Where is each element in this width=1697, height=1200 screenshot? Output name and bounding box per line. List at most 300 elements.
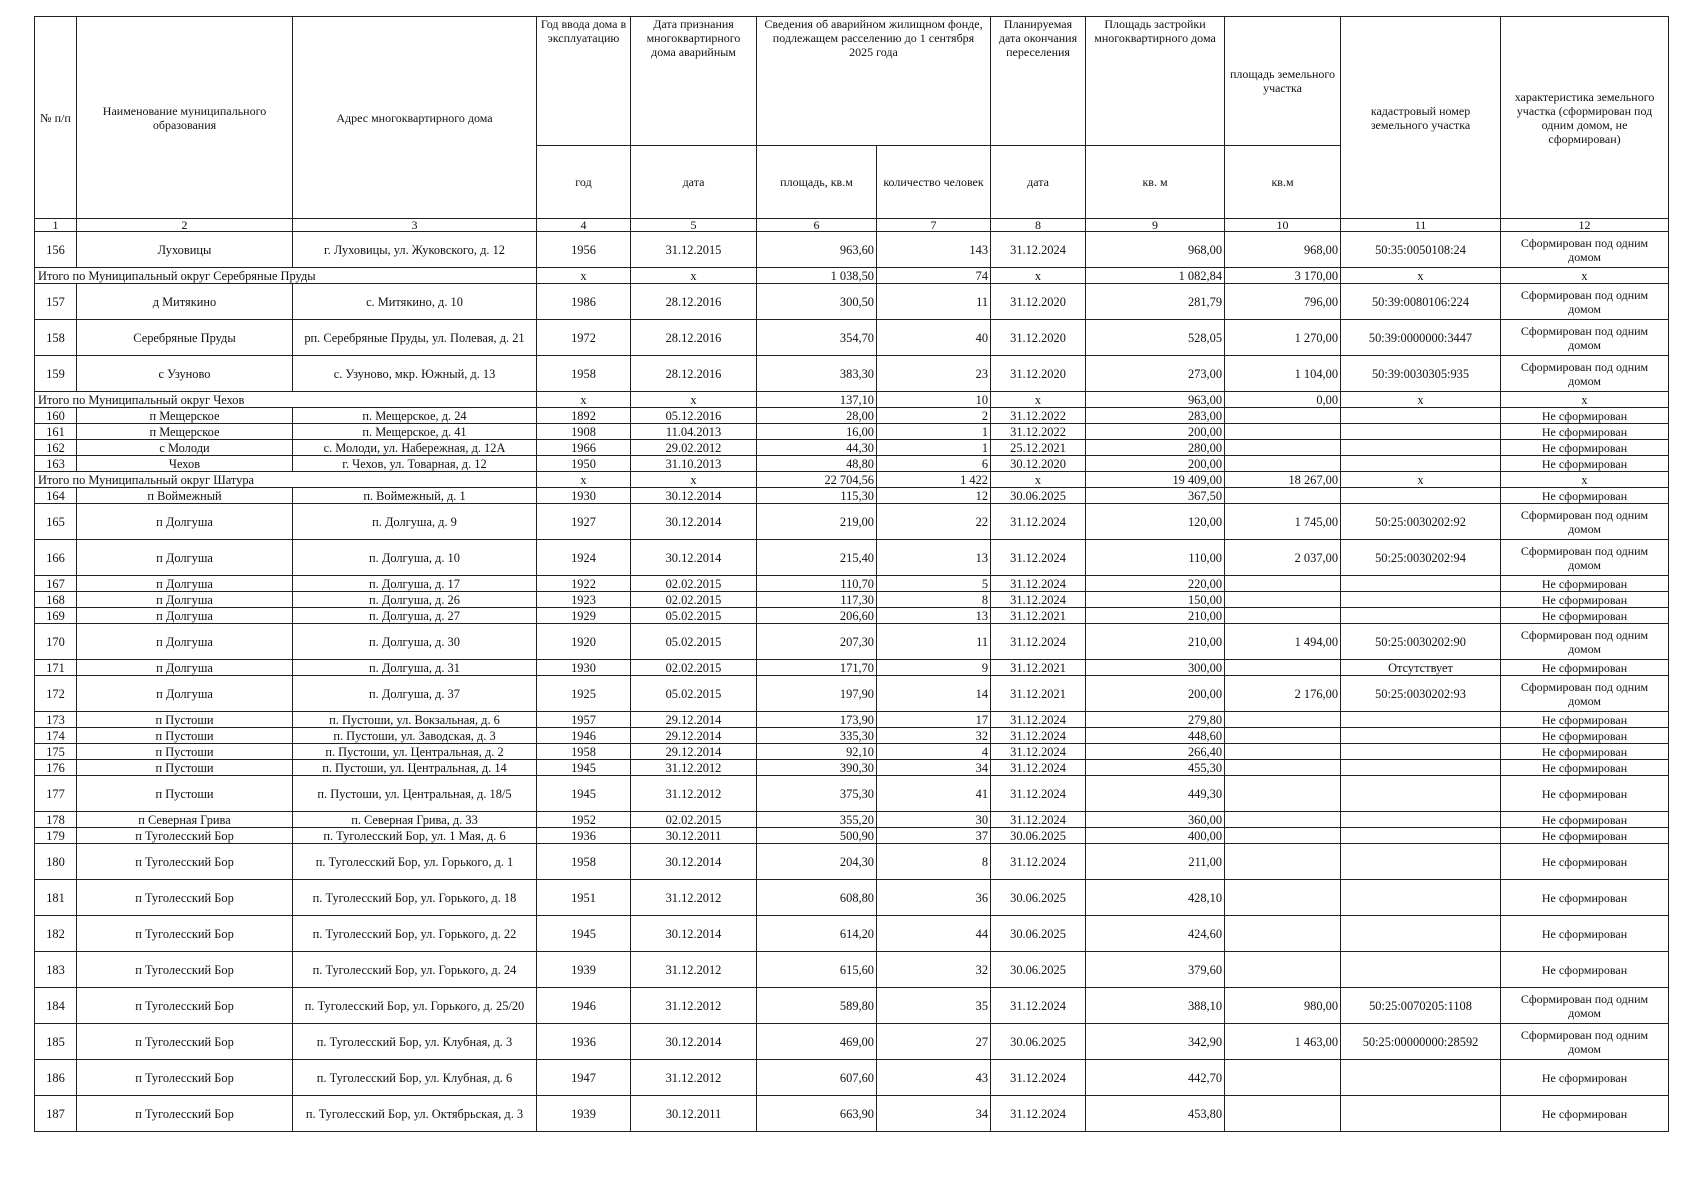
year-cell: 1936 (537, 828, 631, 844)
people-cell: 37 (877, 828, 991, 844)
address-cell: г. Луховицы, ул. Жуковского, д. 12 (293, 232, 537, 268)
land-char-cell: Не сформирован (1501, 844, 1669, 880)
table-row (35, 232, 1669, 268)
building-area-cell: 342,90 (1086, 1024, 1225, 1060)
land-area-cell: 18 267,00 (1225, 472, 1341, 488)
cadastral-cell: 50:25:0070205:1108 (1341, 988, 1501, 1024)
area-cell: 219,00 (757, 504, 877, 540)
cadastral-cell: 50:39:0080106:224 (1341, 284, 1501, 320)
date-cell: 29.12.2014 (631, 728, 757, 744)
cadastral-cell (1341, 1096, 1501, 1132)
row-number: 177 (35, 776, 77, 812)
header-land-char: характеристика земельного участка (сформирован под одним домом, не сформирован) (1501, 17, 1669, 219)
land-area-cell (1225, 744, 1341, 760)
people-cell: 4 (877, 744, 991, 760)
cadastral-cell (1341, 728, 1501, 744)
municipality-cell: с Узуново (77, 356, 293, 392)
row-number: 163 (35, 456, 77, 472)
people-cell: 27 (877, 1024, 991, 1060)
end-date-cell: x (991, 392, 1086, 408)
end-date-cell: 31.12.2024 (991, 744, 1086, 760)
date-cell: 30.12.2011 (631, 828, 757, 844)
year-cell: 1958 (537, 844, 631, 880)
date-cell: 31.12.2012 (631, 952, 757, 988)
building-area-cell: 110,00 (1086, 540, 1225, 576)
table-row (35, 988, 1669, 1024)
row-number: 185 (35, 1024, 77, 1060)
cadastral-cell: x (1341, 268, 1501, 284)
table-row (35, 1096, 1669, 1132)
land-char-cell: Не сформирован (1501, 760, 1669, 776)
building-area-cell: 442,70 (1086, 1060, 1225, 1096)
end-date-cell: 30.06.2025 (991, 488, 1086, 504)
end-date-cell: 31.12.2024 (991, 812, 1086, 828)
municipality-cell: п Долгуша (77, 608, 293, 624)
building-area-cell: 455,30 (1086, 760, 1225, 776)
end-date-cell: 31.12.2024 (991, 712, 1086, 728)
municipality-cell: п Пустоши (77, 776, 293, 812)
area-cell: 663,90 (757, 1096, 877, 1132)
table-row (35, 456, 1669, 472)
year-cell: 1930 (537, 660, 631, 676)
cadastral-cell (1341, 576, 1501, 592)
date-cell: 02.02.2015 (631, 660, 757, 676)
people-cell: 6 (877, 456, 991, 472)
land-char-cell: Не сформирован (1501, 592, 1669, 608)
building-area-cell: 280,00 (1086, 440, 1225, 456)
land-char-cell: Не сформирован (1501, 456, 1669, 472)
table-row (35, 540, 1669, 576)
area-cell: 173,90 (757, 712, 877, 728)
year-cell: 1945 (537, 776, 631, 812)
area-cell: 110,70 (757, 576, 877, 592)
people-cell: 34 (877, 760, 991, 776)
address-cell: п. Долгуша, д. 31 (293, 660, 537, 676)
address-cell: п. Туголесский Бор, ул. 1 Мая, д. 6 (293, 828, 537, 844)
land-char-cell: Сформирован под одним домом (1501, 356, 1669, 392)
column-number: 6 (757, 219, 877, 232)
people-cell: 13 (877, 608, 991, 624)
end-date-cell: 31.12.2020 (991, 284, 1086, 320)
address-cell: п. Мещерское, д. 41 (293, 424, 537, 440)
land-area-cell: 2 037,00 (1225, 540, 1341, 576)
cadastral-cell (1341, 828, 1501, 844)
land-char-cell: Не сформирован (1501, 1060, 1669, 1096)
date-cell: 02.02.2015 (631, 592, 757, 608)
land-area-cell (1225, 440, 1341, 456)
building-area-cell: 449,30 (1086, 776, 1225, 812)
end-date-cell: 31.12.2021 (991, 676, 1086, 712)
date-cell: 28.12.2016 (631, 320, 757, 356)
land-area-cell (1225, 828, 1341, 844)
table-row (35, 916, 1669, 952)
table-row (35, 608, 1669, 624)
address-cell: п. Туголесский Бор, ул. Горького, д. 22 (293, 916, 537, 952)
people-cell: 74 (877, 268, 991, 284)
land-char-cell: Сформирован под одним домом (1501, 232, 1669, 268)
area-cell: 48,80 (757, 456, 877, 472)
municipality-cell: п Туголесский Бор (77, 952, 293, 988)
address-cell: п. Северная Грива, д. 33 (293, 812, 537, 828)
people-cell: 10 (877, 392, 991, 408)
land-char-cell: Не сформирован (1501, 488, 1669, 504)
building-area-cell: 367,50 (1086, 488, 1225, 504)
address-cell: п. Туголесский Бор, ул. Клубная, д. 3 (293, 1024, 537, 1060)
year-cell: 1952 (537, 812, 631, 828)
people-cell: 11 (877, 284, 991, 320)
municipality-cell: п Пустоши (77, 760, 293, 776)
area-cell: 607,60 (757, 1060, 877, 1096)
row-number: 175 (35, 744, 77, 760)
end-date-cell: 31.12.2024 (991, 624, 1086, 660)
year-cell: x (537, 268, 631, 284)
cadastral-cell (1341, 1060, 1501, 1096)
municipality-cell: п Туголесский Бор (77, 880, 293, 916)
area-cell: 390,30 (757, 760, 877, 776)
area-cell: 16,00 (757, 424, 877, 440)
row-number: 157 (35, 284, 77, 320)
date-cell: x (631, 268, 757, 284)
address-cell: с. Митякино, д. 10 (293, 284, 537, 320)
land-area-cell (1225, 576, 1341, 592)
date-cell: 05.02.2015 (631, 608, 757, 624)
people-cell: 36 (877, 880, 991, 916)
year-cell: 1946 (537, 988, 631, 1024)
cadastral-cell (1341, 744, 1501, 760)
land-area-cell (1225, 812, 1341, 828)
municipality-cell: п Долгуша (77, 624, 293, 660)
date-cell: 30.12.2014 (631, 488, 757, 504)
year-cell: 1945 (537, 916, 631, 952)
land-char-cell: x (1501, 268, 1669, 284)
year-cell: 1950 (537, 456, 631, 472)
year-cell: 1930 (537, 488, 631, 504)
area-cell: 383,30 (757, 356, 877, 392)
header-date-emergency: Дата признания многоквартирного дома аварийным (631, 17, 757, 146)
end-date-cell: 31.12.2024 (991, 232, 1086, 268)
area-cell: 137,10 (757, 392, 877, 408)
area-cell: 92,10 (757, 744, 877, 760)
municipality-cell: п Долгуша (77, 504, 293, 540)
header-year-built: Год ввода дома в эксплуатацию (537, 17, 631, 146)
address-cell: п. Туголесский Бор, ул. Горького, д. 25/20 (293, 988, 537, 1024)
building-area-cell: 279,80 (1086, 712, 1225, 728)
cadastral-cell (1341, 952, 1501, 988)
header-municipality: Наименование муниципального образования (77, 17, 293, 219)
land-char-cell: Сформирован под одним домом (1501, 504, 1669, 540)
row-number: 176 (35, 760, 77, 776)
address-cell: п. Воймежный, д. 1 (293, 488, 537, 504)
address-cell: п. Пустоши, ул. Центральная, д. 2 (293, 744, 537, 760)
building-area-cell: 1 082,84 (1086, 268, 1225, 284)
building-area-cell: 210,00 (1086, 624, 1225, 660)
header-land-area: площадь земельного участка (1225, 17, 1341, 146)
land-char-cell: Не сформирован (1501, 812, 1669, 828)
cadastral-cell (1341, 424, 1501, 440)
header-cadastral: кадастровый номер земельного участка (1341, 17, 1501, 219)
row-number: 167 (35, 576, 77, 592)
area-cell: 355,20 (757, 812, 877, 828)
address-cell: с. Молоди, ул. Набережная, д. 12А (293, 440, 537, 456)
cadastral-cell (1341, 712, 1501, 728)
people-cell: 23 (877, 356, 991, 392)
year-cell: 1972 (537, 320, 631, 356)
end-date-cell: x (991, 472, 1086, 488)
year-cell: 1939 (537, 1096, 631, 1132)
total-label: Итого по Муниципальный округ Серебряные Пруды (35, 268, 537, 284)
land-char-cell: Не сформирован (1501, 828, 1669, 844)
municipality-cell: п Туголесский Бор (77, 1096, 293, 1132)
building-area-cell: 428,10 (1086, 880, 1225, 916)
date-cell: 02.02.2015 (631, 812, 757, 828)
land-char-cell: Сформирован под одним домом (1501, 540, 1669, 576)
table-row (35, 760, 1669, 776)
table-body (35, 232, 1669, 1132)
area-cell: 354,70 (757, 320, 877, 356)
cadastral-cell (1341, 760, 1501, 776)
row-number: 168 (35, 592, 77, 608)
land-area-cell: 3 170,00 (1225, 268, 1341, 284)
area-cell: 28,00 (757, 408, 877, 424)
row-number: 160 (35, 408, 77, 424)
area-cell: 204,30 (757, 844, 877, 880)
end-date-cell: 30.06.2025 (991, 916, 1086, 952)
municipality-cell: Луховицы (77, 232, 293, 268)
table-row (35, 880, 1669, 916)
table-row (35, 952, 1669, 988)
address-cell: п. Туголесский Бор, ул. Горького, д. 18 (293, 880, 537, 916)
date-cell: 31.12.2012 (631, 880, 757, 916)
building-area-cell: 281,79 (1086, 284, 1225, 320)
land-char-cell: Не сформирован (1501, 776, 1669, 812)
header-fund-info: Сведения об аварийном жилищном фонде, подлежащем расселению до 1 сентября 2025 года (757, 17, 991, 146)
column-number: 5 (631, 219, 757, 232)
land-area-cell (1225, 916, 1341, 952)
table-row (35, 676, 1669, 712)
year-cell: 1945 (537, 760, 631, 776)
subheader-building-kvm: кв. м (1086, 146, 1225, 219)
land-area-cell: 980,00 (1225, 988, 1341, 1024)
end-date-cell: 31.12.2024 (991, 988, 1086, 1024)
people-cell: 40 (877, 320, 991, 356)
address-cell: п. Долгуша, д. 10 (293, 540, 537, 576)
area-cell: 300,50 (757, 284, 877, 320)
land-area-cell: 1 270,00 (1225, 320, 1341, 356)
cadastral-cell: Отсутствует (1341, 660, 1501, 676)
row-number: 158 (35, 320, 77, 356)
header-planned-end: Планируемая дата окончания переселения (991, 17, 1086, 146)
column-number: 3 (293, 219, 537, 232)
area-cell: 469,00 (757, 1024, 877, 1060)
address-cell: п. Долгуша, д. 30 (293, 624, 537, 660)
cadastral-cell: x (1341, 472, 1501, 488)
end-date-cell: 31.12.2020 (991, 320, 1086, 356)
municipality-cell: п Северная Грива (77, 812, 293, 828)
land-area-cell (1225, 408, 1341, 424)
cadastral-cell: 50:25:0030202:90 (1341, 624, 1501, 660)
date-cell: 31.12.2012 (631, 1060, 757, 1096)
row-number: 186 (35, 1060, 77, 1096)
total-row (35, 472, 1669, 488)
land-char-cell: x (1501, 392, 1669, 408)
table-row (35, 1024, 1669, 1060)
cadastral-cell (1341, 488, 1501, 504)
row-number: 182 (35, 916, 77, 952)
year-cell: 1958 (537, 356, 631, 392)
row-number: 172 (35, 676, 77, 712)
municipality-cell: п Туголесский Бор (77, 1024, 293, 1060)
land-char-cell: Не сформирован (1501, 1096, 1669, 1132)
building-area-cell: 120,00 (1086, 504, 1225, 540)
municipality-cell: п Долгуша (77, 676, 293, 712)
people-cell: 1 (877, 440, 991, 456)
municipality-cell: п Туголесский Бор (77, 844, 293, 880)
cadastral-cell: 50:39:0000000:3447 (1341, 320, 1501, 356)
area-cell: 117,30 (757, 592, 877, 608)
end-date-cell: 31.12.2024 (991, 844, 1086, 880)
address-cell: с. Узуново, мкр. Южный, д. 13 (293, 356, 537, 392)
people-cell: 143 (877, 232, 991, 268)
municipality-cell: п Туголесский Бор (77, 988, 293, 1024)
land-char-cell: Не сформирован (1501, 424, 1669, 440)
table-row (35, 488, 1669, 504)
year-cell: 1936 (537, 1024, 631, 1060)
total-row (35, 268, 1669, 284)
cadastral-cell (1341, 916, 1501, 952)
land-area-cell (1225, 456, 1341, 472)
row-number: 174 (35, 728, 77, 744)
address-cell: п. Туголесский Бор, ул. Октябрьская, д. 3 (293, 1096, 537, 1132)
municipality-cell: Чехов (77, 456, 293, 472)
column-number: 4 (537, 219, 631, 232)
end-date-cell: 30.06.2025 (991, 952, 1086, 988)
year-cell: 1924 (537, 540, 631, 576)
date-cell: x (631, 392, 757, 408)
date-cell: 28.12.2016 (631, 356, 757, 392)
year-cell: 1922 (537, 576, 631, 592)
area-cell: 608,80 (757, 880, 877, 916)
date-cell: 29.02.2012 (631, 440, 757, 456)
municipality-cell: д Митякино (77, 284, 293, 320)
municipality-cell: с Молоди (77, 440, 293, 456)
area-cell: 207,30 (757, 624, 877, 660)
year-cell: 1927 (537, 504, 631, 540)
subheader-people: количество человек (877, 146, 991, 219)
address-cell: п. Туголесский Бор, ул. Горького, д. 1 (293, 844, 537, 880)
land-area-cell (1225, 608, 1341, 624)
land-area-cell (1225, 952, 1341, 988)
column-number: 1 (35, 219, 77, 232)
land-char-cell: Сформирован под одним домом (1501, 284, 1669, 320)
end-date-cell: 31.12.2024 (991, 776, 1086, 812)
address-cell: п. Мещерское, д. 24 (293, 408, 537, 424)
table-row (35, 712, 1669, 728)
end-date-cell: 30.06.2025 (991, 880, 1086, 916)
address-cell: рп. Серебряные Пруды, ул. Полевая, д. 21 (293, 320, 537, 356)
building-area-cell: 963,00 (1086, 392, 1225, 408)
people-cell: 43 (877, 1060, 991, 1096)
table-row (35, 728, 1669, 744)
municipality-cell: п Долгуша (77, 576, 293, 592)
table-row (35, 576, 1669, 592)
area-cell: 197,90 (757, 676, 877, 712)
row-number: 170 (35, 624, 77, 660)
people-cell: 30 (877, 812, 991, 828)
land-char-cell: Сформирован под одним домом (1501, 1024, 1669, 1060)
land-area-cell: 1 463,00 (1225, 1024, 1341, 1060)
people-cell: 44 (877, 916, 991, 952)
table-row (35, 284, 1669, 320)
municipality-cell: п Долгуша (77, 660, 293, 676)
area-cell: 22 704,56 (757, 472, 877, 488)
table-row (35, 844, 1669, 880)
end-date-cell: 31.12.2022 (991, 408, 1086, 424)
end-date-cell: 31.12.2022 (991, 424, 1086, 440)
land-char-cell: Не сформирован (1501, 608, 1669, 624)
year-cell: 1908 (537, 424, 631, 440)
end-date-cell: 31.12.2024 (991, 504, 1086, 540)
cadastral-cell (1341, 608, 1501, 624)
table-header (35, 17, 1669, 232)
building-area-cell: 968,00 (1086, 232, 1225, 268)
subheader-date2: дата (991, 146, 1086, 219)
table-row (35, 424, 1669, 440)
municipality-cell: п Туголесский Бор (77, 1060, 293, 1096)
people-cell: 12 (877, 488, 991, 504)
table-row (35, 592, 1669, 608)
building-area-cell: 150,00 (1086, 592, 1225, 608)
people-cell: 9 (877, 660, 991, 676)
land-area-cell: 796,00 (1225, 284, 1341, 320)
land-area-cell (1225, 844, 1341, 880)
land-area-cell (1225, 1096, 1341, 1132)
cadastral-cell (1341, 812, 1501, 828)
area-cell: 375,30 (757, 776, 877, 812)
land-area-cell (1225, 488, 1341, 504)
table-row (35, 504, 1669, 540)
table-row (35, 660, 1669, 676)
land-area-cell (1225, 760, 1341, 776)
area-cell: 115,30 (757, 488, 877, 504)
municipality-cell: п Воймежный (77, 488, 293, 504)
date-cell: 30.12.2014 (631, 540, 757, 576)
cadastral-cell: 50:25:0030202:94 (1341, 540, 1501, 576)
building-area-cell: 200,00 (1086, 456, 1225, 472)
area-cell: 963,60 (757, 232, 877, 268)
end-date-cell: 31.12.2020 (991, 356, 1086, 392)
row-number: 169 (35, 608, 77, 624)
end-date-cell: 31.12.2024 (991, 592, 1086, 608)
date-cell: 31.12.2012 (631, 776, 757, 812)
people-cell: 17 (877, 712, 991, 728)
land-area-cell: 2 176,00 (1225, 676, 1341, 712)
row-number: 183 (35, 952, 77, 988)
header-no: № п/п (35, 17, 77, 219)
year-cell: 1958 (537, 744, 631, 760)
year-cell: 1966 (537, 440, 631, 456)
date-cell: 11.04.2013 (631, 424, 757, 440)
land-char-cell: Сформирован под одним домом (1501, 320, 1669, 356)
area-cell: 1 038,50 (757, 268, 877, 284)
total-label: Итого по Муниципальный округ Чехов (35, 392, 537, 408)
year-cell: 1951 (537, 880, 631, 916)
cadastral-cell (1341, 592, 1501, 608)
year-cell: 1986 (537, 284, 631, 320)
area-cell: 615,60 (757, 952, 877, 988)
area-cell: 171,70 (757, 660, 877, 676)
table-row (35, 744, 1669, 760)
end-date-cell: 30.06.2025 (991, 828, 1086, 844)
